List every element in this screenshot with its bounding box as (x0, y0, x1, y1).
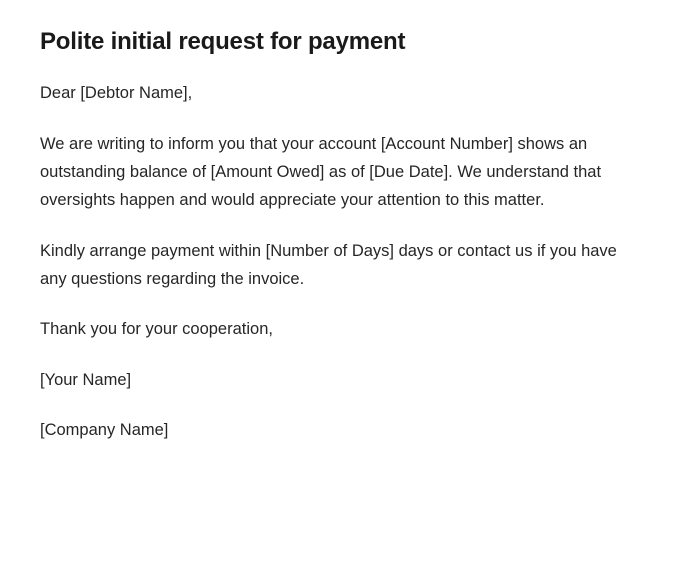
closing-paragraph: Thank you for your cooperation, (40, 320, 273, 339)
page-title: Polite initial request for payment (40, 28, 406, 55)
salutation-paragraph: Dear [Debtor Name], (40, 84, 193, 103)
signature-name: [Your Name] (40, 370, 132, 389)
signature-company: [Company Name] (40, 421, 169, 440)
payment-request-paragraph: Kindly arrange payment within [Number of Days] days or contact us if you have any questions regarding the invoice. (40, 241, 617, 289)
account-balance-paragraph: We are writing to inform you that your account [Account Number] shows an outstanding balance of [Amount Owed] as of [Due Date]. We understand that oversights happen and would appreciate your attention to this matter. (40, 134, 602, 210)
